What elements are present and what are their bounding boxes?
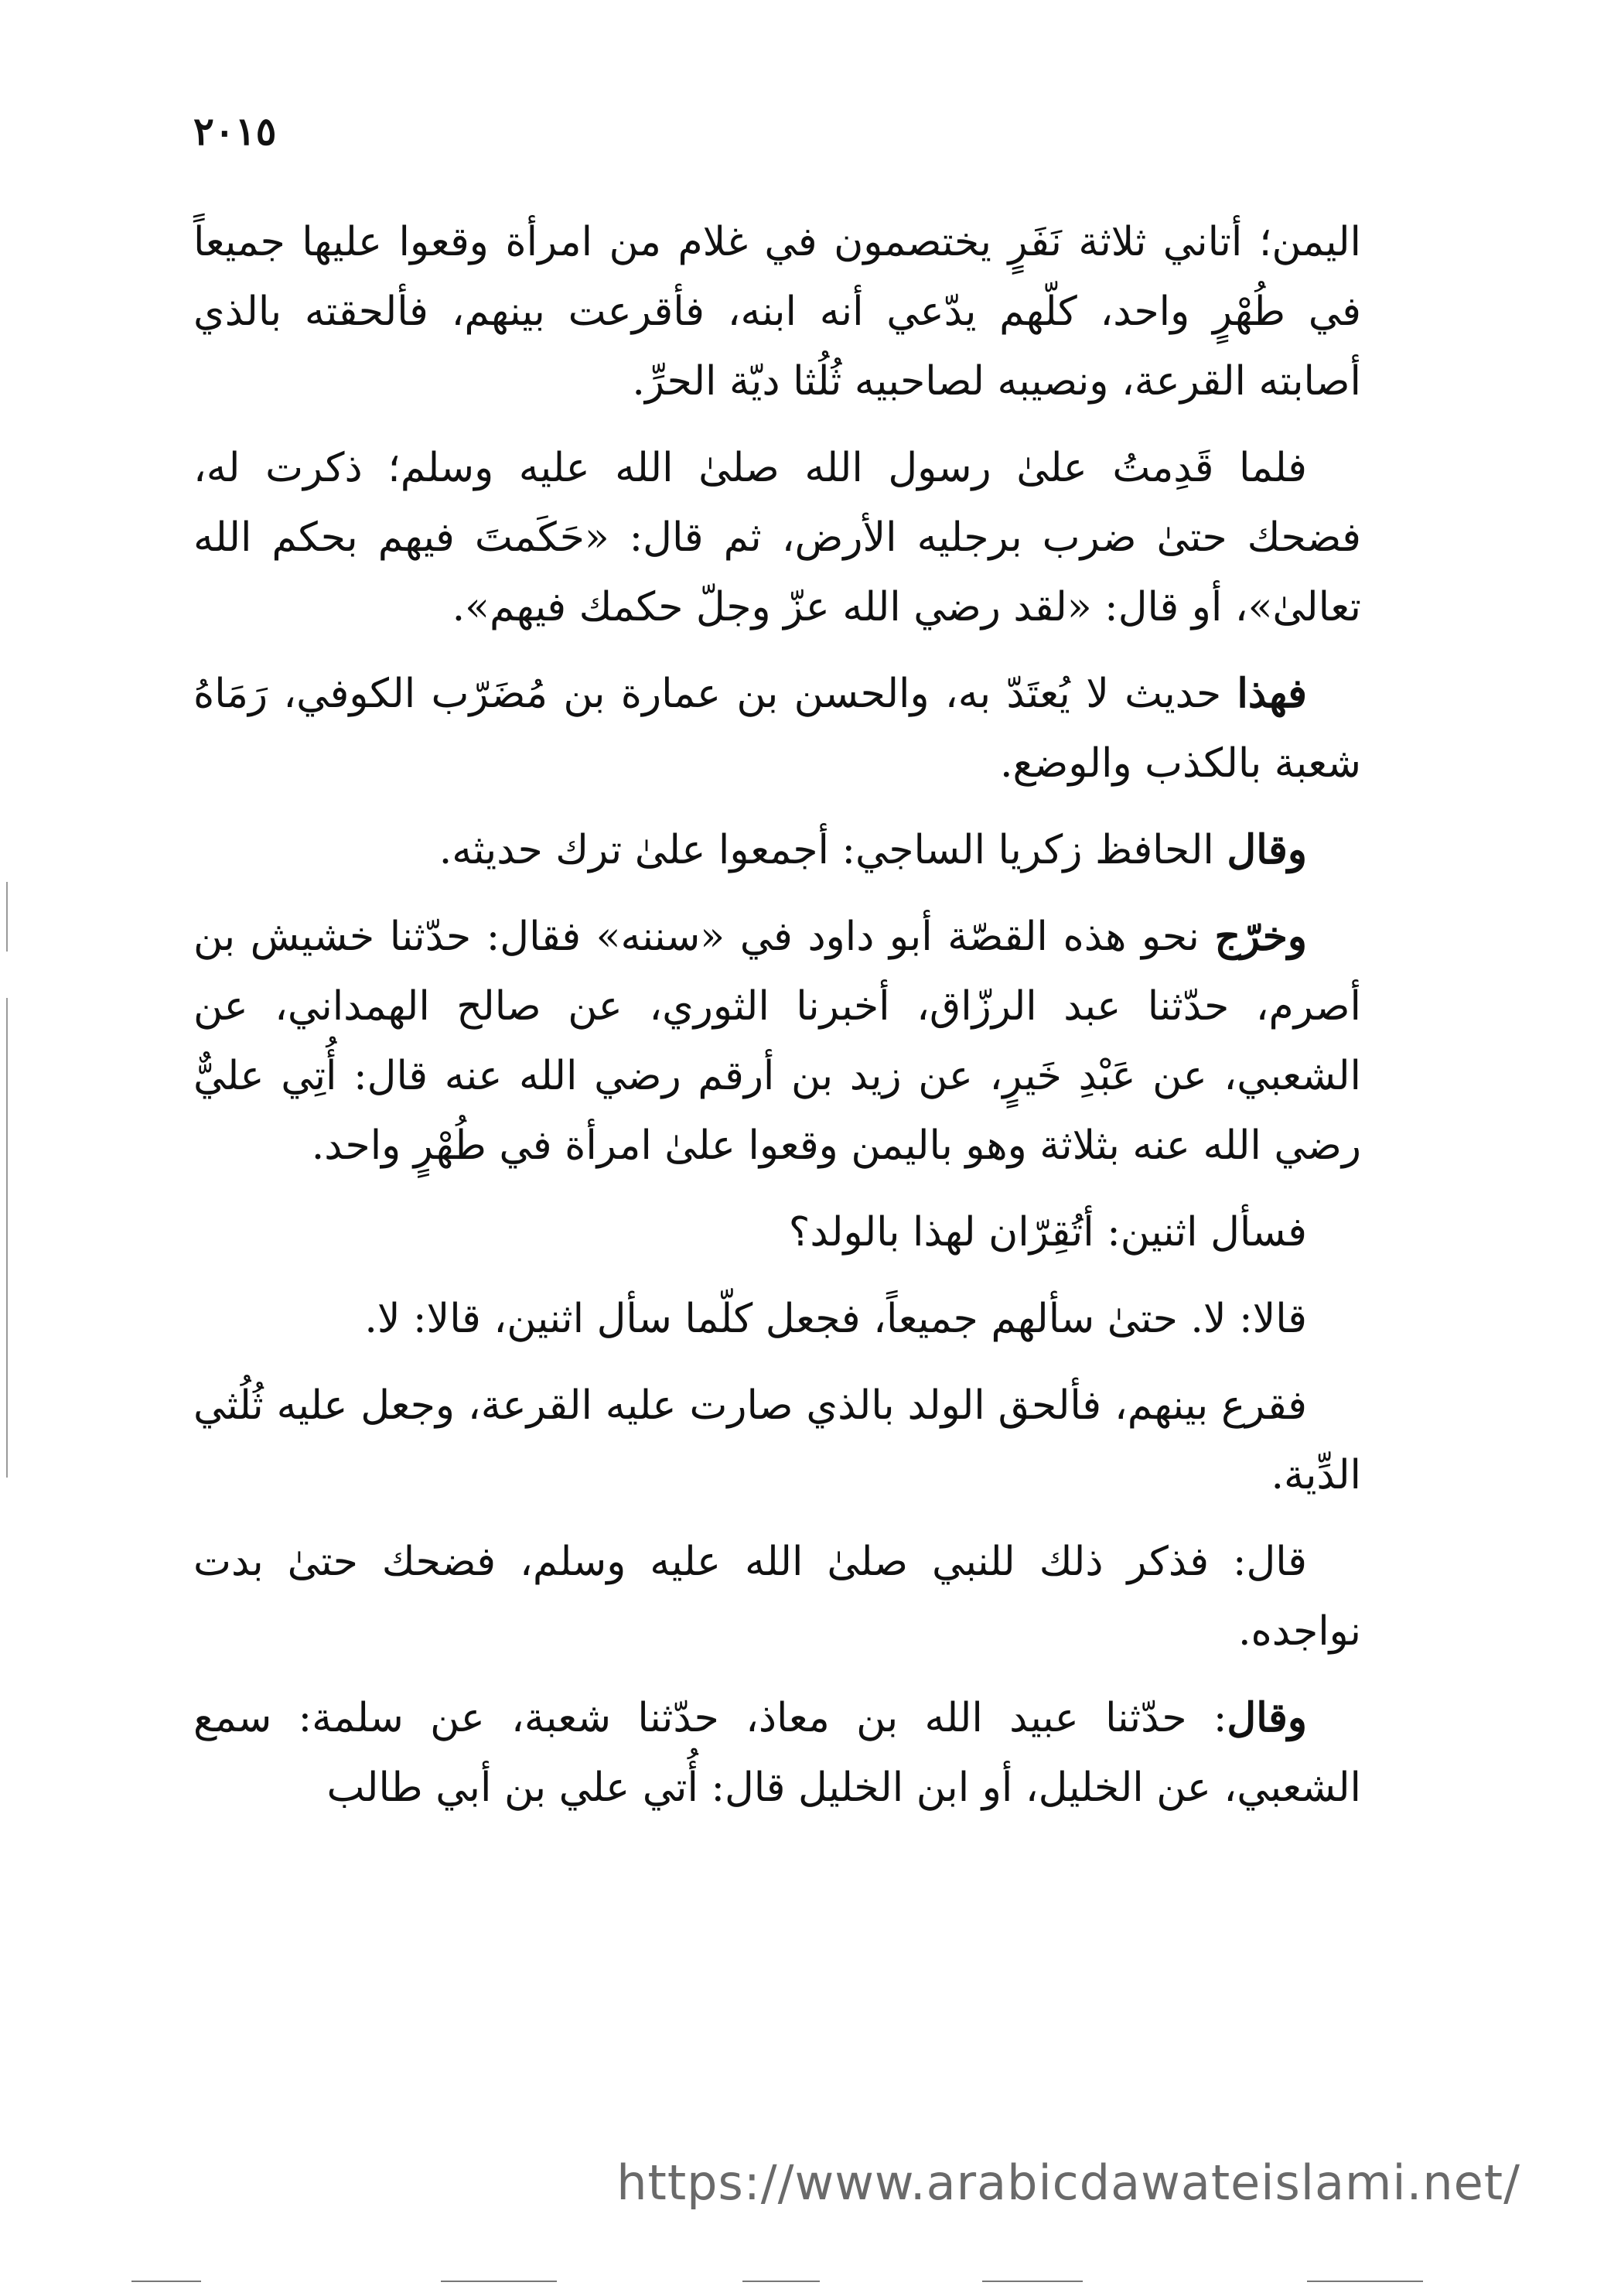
paragraph-text: فقرع بينهم، فألحق الولد بالذي صارت عليه القرعة، وجعل عليه ثُلُثي الدِّية.	[193, 1382, 1361, 1498]
paragraph	[193, 207, 1361, 416]
paragraph-text: قال: فذكر ذلك للنبي صلىٰ الله عليه وسلم، فضحك حتىٰ بدت نواجده.	[193, 1539, 1361, 1655]
paragraph	[193, 1284, 1361, 1354]
paragraph-text: الحافظ زكريا الساجي: أجمعوا علىٰ ترك حديثه.	[439, 827, 1227, 873]
paragraph-text: فسأل اثنين: أتُقِرّان لهذا بالولد؟	[788, 1209, 1307, 1256]
paragraph-lead: فهذا	[1237, 670, 1307, 717]
scan-bottom-rule	[1307, 2281, 1423, 2282]
paragraph-lead: وقال	[1227, 1694, 1307, 1741]
scan-bottom-rule	[131, 2281, 201, 2282]
paragraph-text: قالا: لا. حتىٰ سألهم جميعاً، فجعل كلّما سأل اثنين، قالا: لا.	[364, 1296, 1307, 1342]
paragraph	[193, 1198, 1361, 1267]
paragraph-text: فلما قَدِمتُ علىٰ رسول الله صلىٰ الله عليه وسلم؛ ذكرت له، فضحك حتىٰ ضرب برجليه الأرض، ثم قال: «حَكَمتَ فيهم بحكم الله تعالىٰ»، أو قال: «لقد رضي الله عزّ وجلّ حكمك فيهم».	[193, 445, 1361, 630]
watermark-url: https://www.arabicdawateislami.net/	[616, 2154, 1520, 2211]
paragraph	[193, 815, 1361, 885]
scan-bottom-rule	[982, 2281, 1083, 2282]
paragraph	[193, 1683, 1361, 1823]
paragraph-text: حديث لا يُعتَدّ به، والحسن بن عمارة بن مُضَرّب الكوفي، رَمَاهُ شعبة بالكذب والوضع.	[193, 671, 1361, 787]
paragraph	[193, 1371, 1361, 1510]
paragraph-text: : حدّثنا عبيد الله بن معاذ، حدّثنا شعبة، عن سلمة: سمع الشعبي، عن الخليل، أو ابن الخليل قال: أُتي علي بن أبي طالب	[193, 1695, 1361, 1811]
scan-bottom-rule	[441, 2281, 557, 2282]
paragraph	[193, 433, 1361, 642]
paragraph-text: نحو هذه القصّة أبو داود في «سننه» فقال: حدّثنا خشيش بن أصرم، حدّثنا عبد الرزّاق، أخبرنا الثوري، عن صالح الهمداني، عن الشعبي، عن عَبْدِ خَيرٍ، عن زيد بن أرقم رضي الله عنه قال: أُتِي عليٌّ رضي الله عنه بثلاثة وهو باليمن وقعوا علىٰ امرأة في طُهْرٍ واحد.	[193, 914, 1361, 1169]
scan-bottom-rule	[742, 2281, 820, 2282]
scan-edge-mark	[6, 882, 8, 952]
paragraph-lead: وخرّج	[1214, 913, 1307, 960]
paragraph-lead: وقال	[1227, 826, 1307, 873]
scan-edge-mark	[6, 998, 8, 1478]
body-text	[193, 207, 1361, 1840]
paragraph	[193, 1527, 1361, 1666]
page-number: ٢٠١٥	[193, 108, 277, 154]
paragraph	[193, 902, 1361, 1180]
paragraph-text: اليمن؛ أتاني ثلاثة نَفَرٍ يختصمون في غلام من امرأة وقعوا عليها جميعاً في طُهْرٍ واحد، كلّهم يدّعي أنه ابنه، فأقرعت بينهم، فألحقته بالذي أصابته القرعة، ونصيبه لصاحبيه ثُلُثا ديّة الحرِّ.	[193, 219, 1361, 405]
paragraph	[193, 659, 1361, 798]
